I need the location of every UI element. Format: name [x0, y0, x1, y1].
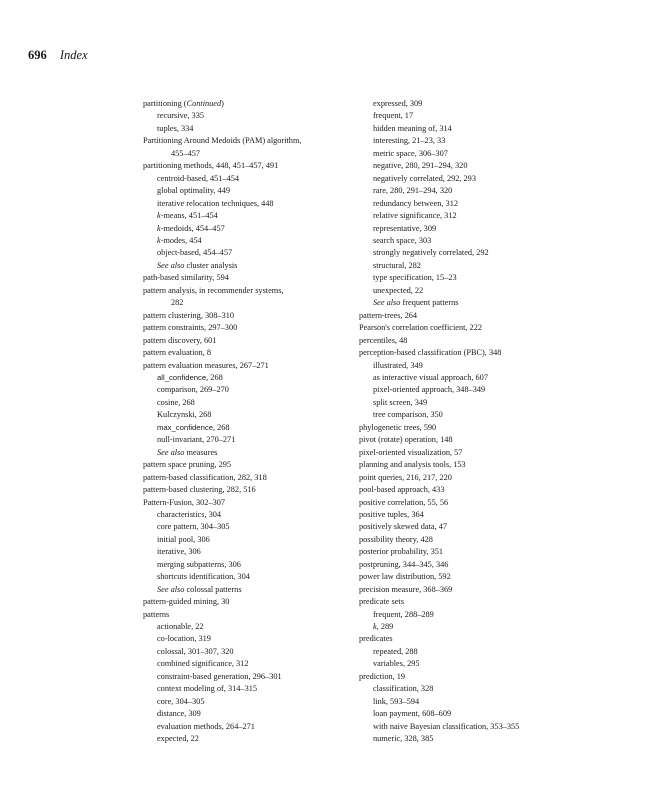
- index-subentry: co-location, 319: [157, 634, 211, 644]
- index-subentry: [143, 210, 368, 222]
- index-entry: pattern discovery, 601: [143, 335, 217, 345]
- index-subentry: frequent, 17: [373, 111, 414, 121]
- index-entry: phylogenetic trees, 590: [359, 422, 437, 432]
- index-subentry: hidden meaning of, 314: [373, 123, 452, 133]
- index-subentry: structural, 282: [373, 260, 421, 270]
- index-entry: pattern-based clustering, 282, 516: [143, 485, 256, 495]
- index-entry: pattern clustering, 308–310: [143, 310, 235, 320]
- index-entry: power law distribution, 592: [359, 572, 451, 582]
- index-subentry: null-invariant, 270–271: [157, 435, 236, 445]
- index-entry: pattern constraints, 297–300: [143, 323, 238, 333]
- index-subentry: merging subpatterns, 306: [157, 559, 241, 569]
- index-column-left: [143, 98, 368, 746]
- index-entry: planning and analysis tools, 153: [359, 460, 466, 470]
- index-entry: pattern-guided mining, 30: [143, 597, 230, 607]
- index-subentry: variables, 295: [373, 659, 420, 669]
- index-subentry: expected, 22: [157, 734, 199, 744]
- index-subentry: 455–457: [171, 148, 201, 158]
- index-subentry: evaluation methods, 264–271: [157, 721, 255, 731]
- index-subentry: comparison, 269–270: [157, 385, 229, 395]
- index-subentry: centroid-based, 451–454: [157, 173, 240, 183]
- entry-text: partitioning (: [143, 99, 187, 108]
- index-subentry: [143, 422, 368, 434]
- entry-italic: k: [157, 223, 161, 233]
- index-subentry: global optimality, 449: [157, 186, 230, 196]
- entry-italic: k: [373, 622, 377, 632]
- index-subentry: tree comparison, 350: [373, 410, 443, 420]
- index-subentry: colossal, 301–307, 320: [157, 646, 234, 656]
- index-entry: pattern space pruning, 295: [143, 460, 232, 470]
- index-entry: path-based similarity, 594: [143, 273, 229, 283]
- index-subentry: core pattern, 304–305: [157, 522, 230, 532]
- index-entry: Pattern-Fusion, 302–307: [143, 497, 226, 507]
- index-entry: percentiles, 48: [359, 335, 408, 345]
- index-subentry: illustrated, 349: [373, 360, 423, 370]
- index-subentry: rare, 280, 291–294, 320: [373, 186, 453, 196]
- index-column-right: [359, 98, 599, 746]
- index-subentry: 282: [171, 298, 184, 308]
- page-number: 696: [28, 48, 47, 62]
- index-entry: [143, 98, 368, 110]
- index-entry: pool-based approach, 433: [359, 485, 445, 495]
- index-subentry: [359, 621, 599, 633]
- index-subentry: search space, 303: [373, 235, 432, 245]
- running-head: Index: [59, 48, 88, 62]
- index-subentry: Kulczynski, 268: [157, 410, 212, 420]
- index-subentry: negatively correlated, 292, 293: [373, 173, 476, 183]
- index-subentry: relative significance, 312: [373, 211, 457, 221]
- index-subentry: cosine, 268: [157, 397, 195, 407]
- index-subentry: iterative relocation techniques, 448: [157, 198, 274, 208]
- entry-term: max_confidence: [157, 422, 213, 432]
- entry-italic: See also: [157, 584, 185, 594]
- index-entry: point queries, 216, 217, 220: [359, 472, 452, 482]
- entry-text: frequent patterns: [400, 298, 459, 308]
- entry-text: cluster analysis: [184, 260, 238, 270]
- entry-italic: k: [157, 211, 161, 221]
- index-subentry: numeric, 328, 385: [373, 734, 434, 744]
- index-subentry: object-based, 454–457: [157, 248, 233, 258]
- index-entry: possibility theory, 428: [359, 534, 433, 544]
- index-subentry: strongly negatively correlated, 292: [373, 248, 489, 258]
- index-subentry: classification, 328: [373, 684, 434, 694]
- index-subentry: core, 304–305: [157, 696, 205, 706]
- index-subentry: unexpected, 22: [373, 285, 424, 295]
- index-entry: predicate sets: [359, 597, 404, 607]
- index-entry: pattern-based classification, 282, 318: [143, 472, 267, 482]
- index-subentry: distance, 309: [157, 709, 201, 719]
- index-entry: pivot (rotate) operation, 148: [359, 435, 453, 445]
- index-subentry: context modeling of, 314–315: [157, 684, 258, 694]
- entry-text: measures: [184, 447, 218, 457]
- index-subentry: iterative, 306: [157, 547, 201, 557]
- index-entry: positively skewed data, 47: [359, 522, 448, 532]
- entry-italic: k: [157, 235, 161, 245]
- index-subentry: [359, 297, 599, 309]
- index-subentry: tuples, 334: [157, 123, 194, 133]
- index-entry: positive tuples, 364: [359, 509, 424, 519]
- index-subentry: type specification, 15–23: [373, 273, 457, 283]
- entry-text: colossal patterns: [184, 584, 242, 594]
- index-subentry: [143, 584, 368, 596]
- index-entry: pattern analysis, in recommender systems,: [143, 285, 284, 295]
- index-entry: precision measure, 368–369: [359, 584, 453, 594]
- index-entry: Pearson's correlation coefficient, 222: [359, 323, 482, 333]
- index-subentry: actionable, 22: [157, 622, 204, 632]
- index-entry: positive correlation, 55, 56: [359, 497, 449, 507]
- entry-text: , 268: [212, 422, 230, 432]
- entry-text: ): [221, 99, 224, 108]
- entry-text: -medoids, 454–457: [160, 223, 225, 233]
- index-subentry: loan payment, 608–609: [373, 709, 452, 719]
- index-subentry: negative, 280, 291–294, 320: [373, 161, 468, 171]
- index-entry: postpruning, 344–345, 346: [359, 559, 449, 569]
- index-subentry: shortcuts identification, 304: [157, 572, 250, 582]
- index-subentry: link, 593–594: [373, 696, 420, 706]
- index-entry: patterns: [143, 609, 170, 619]
- index-entry: pattern-trees, 264: [359, 310, 418, 320]
- index-subentry: repeated, 288: [373, 646, 418, 656]
- index-subentry: characteristics, 304: [157, 509, 222, 519]
- index-entry: predicates: [359, 634, 393, 644]
- index-subentry: as interactive visual approach, 607: [373, 372, 488, 382]
- entry-text: -modes, 454: [160, 235, 202, 245]
- index-subentry: initial pool, 306: [157, 534, 210, 544]
- index-subentry: frequent, 288–289: [373, 609, 434, 619]
- page-header: [28, 47, 88, 63]
- index-subentry: pixel-oriented approach, 348–349: [373, 385, 486, 395]
- index-subentry: redundancy between, 312: [373, 198, 459, 208]
- index-entry: Partitioning Around Medoids (PAM) algorithm,: [143, 136, 302, 146]
- entry-italic: Continued: [186, 99, 222, 108]
- index-subentry: recursive, 335: [157, 111, 204, 121]
- index-subentry: [143, 260, 368, 272]
- index-entry: pattern evaluation measures, 267–271: [143, 360, 269, 370]
- index-subentry: [143, 223, 368, 235]
- entry-italic: See also: [373, 298, 401, 308]
- index-subentry: [143, 447, 368, 459]
- index-subentry: representative, 309: [373, 223, 437, 233]
- entry-italic: See also: [157, 447, 185, 457]
- index-subentry: with naive Bayesian classification, 353–355: [373, 721, 520, 731]
- index-entry: posterior probability, 351: [359, 547, 444, 557]
- index-entry: prediction, 19: [359, 671, 406, 681]
- entry-text: , 268: [206, 372, 223, 382]
- entry-text: -means, 451–454: [160, 211, 218, 221]
- entry-italic: See also: [157, 260, 185, 270]
- index-entry: perception-based classification (PBC), 348: [359, 348, 502, 358]
- index-subentry: [143, 235, 368, 247]
- index-entry: partitioning methods, 448, 451–457, 491: [143, 161, 279, 171]
- index-subentry: constraint-based generation, 296–301: [157, 671, 282, 681]
- index-entry: pixel-oriented visualization, 57: [359, 447, 463, 457]
- index-subentry: expressed, 309: [373, 99, 423, 108]
- index-subentry: metric space, 306–307: [373, 148, 448, 158]
- index-subentry: [143, 372, 368, 384]
- entry-term: all_confidence: [157, 372, 207, 382]
- index-entry: pattern evaluation, 8: [143, 348, 211, 358]
- index-subentry: split screen, 349: [373, 397, 428, 407]
- index-subentry: combined significance, 312: [157, 659, 249, 669]
- entry-text: , 289: [376, 622, 394, 632]
- index-subentry: interesting, 21–23, 33: [373, 136, 446, 146]
